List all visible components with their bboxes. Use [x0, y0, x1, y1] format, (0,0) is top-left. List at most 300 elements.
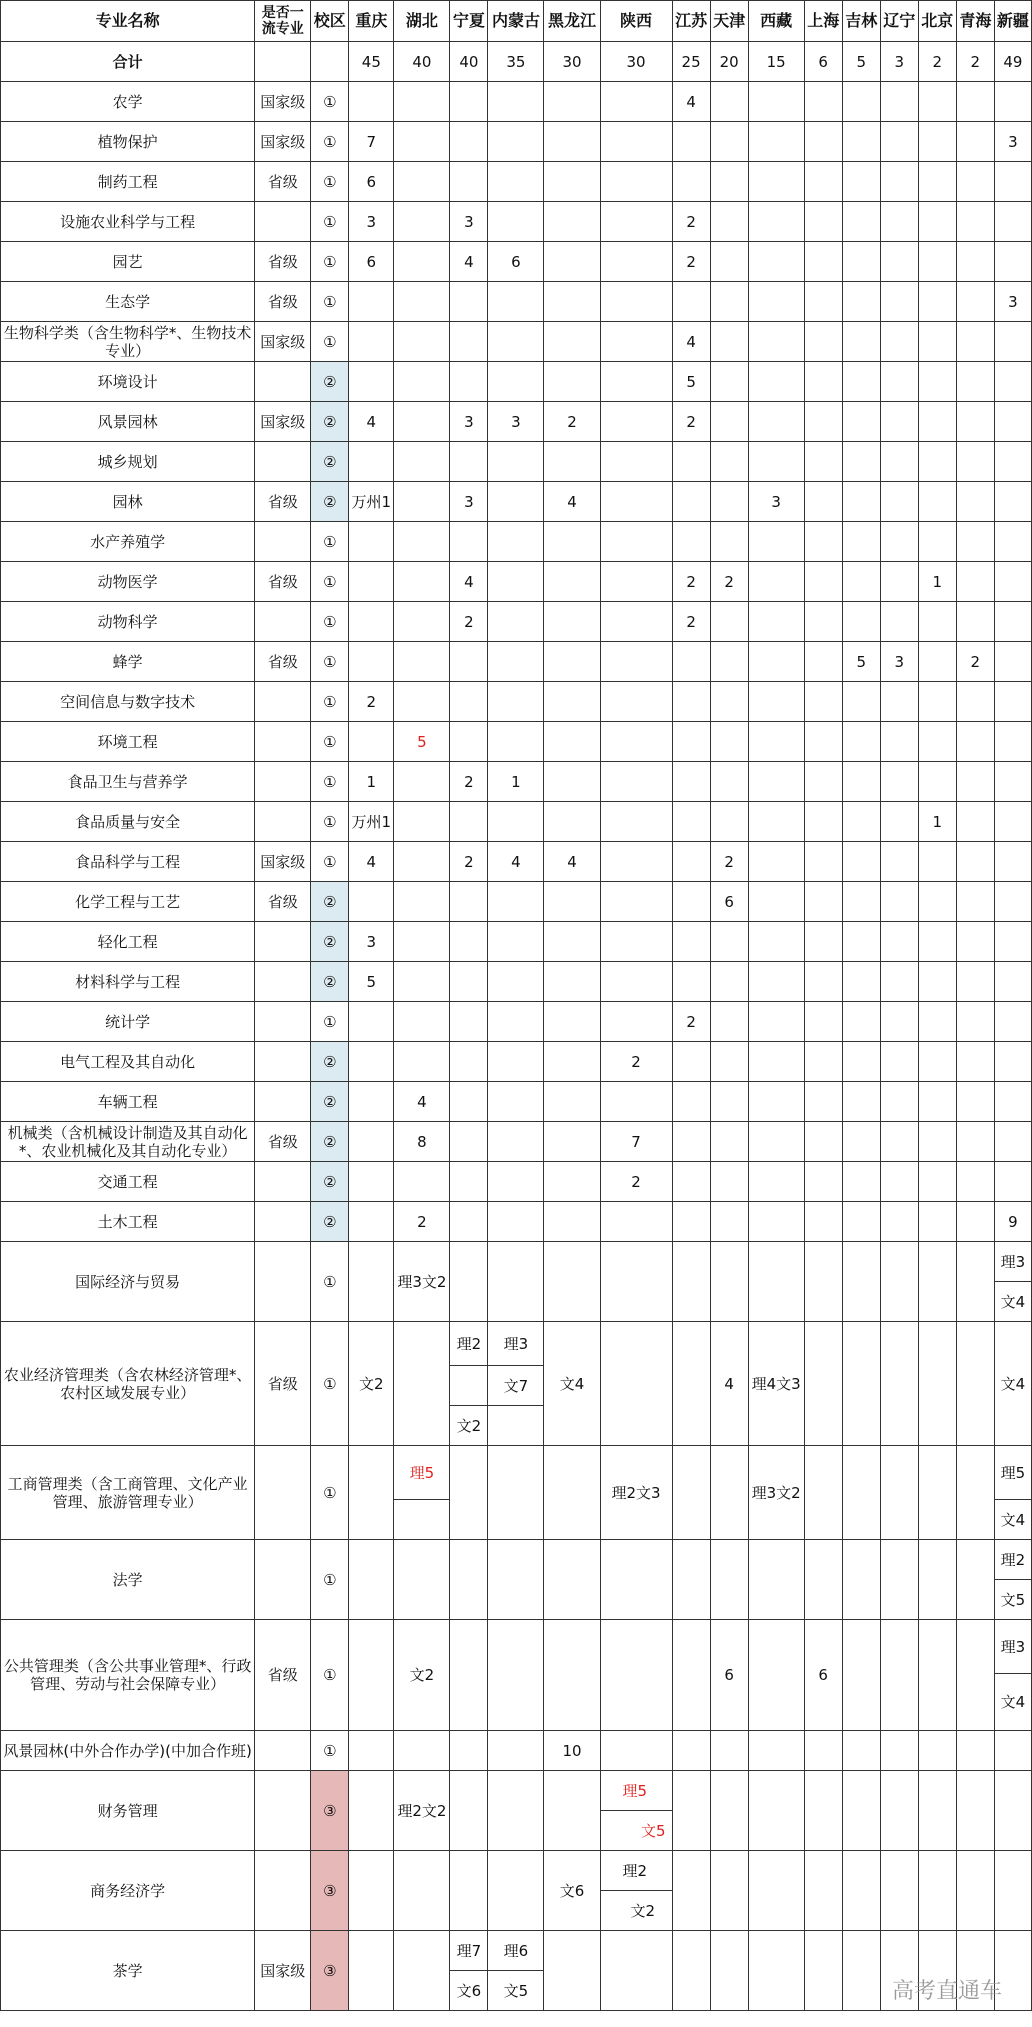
quota-cell — [748, 682, 804, 722]
quota-cell — [804, 202, 842, 242]
quota-cell — [349, 1202, 394, 1242]
quota-cell — [842, 1162, 880, 1202]
quota-cell — [672, 802, 710, 842]
quota-cell — [880, 282, 918, 322]
quota-cell — [956, 362, 994, 402]
quota-cell — [600, 1002, 672, 1042]
cell-heilongjiang: 10 — [544, 1731, 600, 1771]
quota-cell — [842, 1082, 880, 1122]
quota-cell — [918, 162, 956, 202]
quota-cell — [710, 962, 748, 1002]
quota-cell: 5 — [349, 962, 394, 1002]
quota-cell: 2 — [600, 1162, 672, 1202]
quota-cell: 5 — [394, 722, 450, 762]
level-cell: 国家级 — [255, 402, 311, 442]
quota-cell — [544, 1122, 600, 1162]
table-row — [1, 682, 1032, 722]
quota-cell — [956, 1122, 994, 1162]
quota-cell: 2 — [672, 402, 710, 442]
quota-cell — [710, 762, 748, 802]
quota-cell — [600, 922, 672, 962]
quota-cell — [488, 1082, 544, 1122]
quota-cell — [349, 282, 394, 322]
quota-cell — [918, 722, 956, 762]
quota-cell — [880, 362, 918, 402]
quota-cell — [710, 482, 748, 522]
cell-shanghai: 6 — [804, 1620, 842, 1731]
level-cell — [255, 682, 311, 722]
cell-shaanxi: 理5 — [600, 1771, 672, 1811]
quota-cell — [956, 82, 994, 122]
quota-cell — [804, 562, 842, 602]
quota-cell: 2 — [544, 402, 600, 442]
quota-cell — [544, 602, 600, 642]
quota-cell — [804, 282, 842, 322]
quota-cell: 2 — [450, 842, 488, 882]
quota-cell — [349, 1042, 394, 1082]
quota-cell — [600, 682, 672, 722]
quota-cell — [880, 1002, 918, 1042]
quota-cell — [842, 762, 880, 802]
quota-cell — [918, 762, 956, 802]
cell-xinjiang: 文5 — [994, 1580, 1031, 1620]
total-value: 2 — [956, 42, 994, 82]
quota-cell — [842, 362, 880, 402]
total-value: 45 — [349, 42, 394, 82]
row-name: 食品科学与工程 — [1, 842, 255, 882]
quota-cell — [710, 362, 748, 402]
quota-cell — [600, 602, 672, 642]
quota-cell — [394, 82, 450, 122]
quota-cell — [842, 1042, 880, 1082]
campus-cell: ② — [311, 482, 349, 522]
quota-cell — [880, 682, 918, 722]
quota-cell: 3 — [349, 922, 394, 962]
quota-cell — [804, 122, 842, 162]
quota-cell — [748, 602, 804, 642]
quota-cell — [544, 282, 600, 322]
quota-cell: 5 — [842, 642, 880, 682]
quota-cell — [488, 1202, 544, 1242]
quota-cell — [488, 482, 544, 522]
quota-cell — [994, 482, 1031, 522]
quota-cell — [544, 322, 600, 362]
row-name: 轻化工程 — [1, 922, 255, 962]
quota-cell — [880, 962, 918, 1002]
quota-cell — [394, 922, 450, 962]
table-row — [1, 202, 1032, 242]
quota-cell — [394, 362, 450, 402]
quota-cell — [748, 122, 804, 162]
quota-cell: 2 — [450, 602, 488, 642]
quota-cell — [748, 242, 804, 282]
quota-cell: 2 — [672, 1002, 710, 1042]
quota-cell — [710, 1162, 748, 1202]
quota-cell — [918, 482, 956, 522]
level-cell: 省级 — [255, 482, 311, 522]
row-name: 农学 — [1, 82, 255, 122]
quota-cell — [880, 482, 918, 522]
table-row — [1, 482, 1032, 522]
cell-xizang: 理3文2 — [748, 1446, 804, 1540]
quota-cell — [956, 1042, 994, 1082]
quota-cell — [672, 1122, 710, 1162]
cell-hubei: 文2 — [394, 1620, 450, 1731]
level-cell — [255, 1042, 311, 1082]
row-name: 植物保护 — [1, 122, 255, 162]
quota-cell — [488, 922, 544, 962]
table-row — [1, 642, 1032, 682]
quota-cell — [918, 202, 956, 242]
cell-ningxia: 理2 — [450, 1322, 488, 1366]
column-header: 黑龙江 — [544, 1, 600, 42]
quota-cell: 6 — [349, 162, 394, 202]
quota-cell — [842, 1122, 880, 1162]
quota-cell — [880, 442, 918, 482]
total-value: 20 — [710, 42, 748, 82]
quota-cell — [956, 322, 994, 362]
quota-cell — [394, 1002, 450, 1042]
level-cell — [255, 1202, 311, 1242]
quota-cell — [394, 442, 450, 482]
quota-cell — [488, 882, 544, 922]
quota-cell: 3 — [994, 282, 1031, 322]
campus-cell: ① — [311, 1002, 349, 1042]
quota-cell — [748, 282, 804, 322]
level-cell — [255, 442, 311, 482]
quota-cell — [710, 122, 748, 162]
level-cell: 国家级 — [255, 322, 311, 362]
quota-cell — [842, 282, 880, 322]
quota-cell — [394, 162, 450, 202]
quota-cell — [394, 322, 450, 362]
table-row — [1, 122, 1032, 162]
quota-cell: 1 — [349, 762, 394, 802]
cell-shaanxi: 理2文3 — [600, 1446, 672, 1540]
quota-cell — [956, 162, 994, 202]
column-header: 吉林 — [842, 1, 880, 42]
total-value: 49 — [994, 42, 1031, 82]
row-name: 食品质量与安全 — [1, 802, 255, 842]
row-name: 财务管理 — [1, 1771, 255, 1851]
row-name: 农业经济管理类（含农林经济管理*、农村区域发展专业） — [1, 1322, 255, 1446]
level-cell — [255, 722, 311, 762]
campus-cell: ① — [311, 242, 349, 282]
campus-cell: ① — [311, 1540, 349, 1620]
quota-cell — [600, 442, 672, 482]
quota-cell — [349, 1122, 394, 1162]
quota-cell: 1 — [488, 762, 544, 802]
level-cell — [255, 362, 311, 402]
quota-cell — [918, 282, 956, 322]
row-name: 动物科学 — [1, 602, 255, 642]
quota-cell — [710, 82, 748, 122]
quota-cell — [450, 922, 488, 962]
cell-xinjiang: 文4 — [994, 1500, 1031, 1540]
cell-heilongjiang: 文6 — [544, 1851, 600, 1931]
row-name: 园艺 — [1, 242, 255, 282]
campus-cell: ① — [311, 1322, 349, 1446]
quota-cell — [710, 722, 748, 762]
table-row — [1, 522, 1032, 562]
quota-cell: 3 — [450, 202, 488, 242]
quota-cell — [450, 1162, 488, 1202]
quota-cell: 7 — [600, 1122, 672, 1162]
quota-cell — [600, 522, 672, 562]
quota-cell — [748, 962, 804, 1002]
header-row — [1, 1, 1032, 42]
quota-cell — [994, 882, 1031, 922]
quota-cell — [394, 842, 450, 882]
column-header: 湖北 — [394, 1, 450, 42]
quota-cell — [918, 882, 956, 922]
table-row — [1, 1202, 1032, 1242]
row-name: 电气工程及其自动化 — [1, 1042, 255, 1082]
column-header: 西藏 — [748, 1, 804, 42]
quota-cell — [450, 82, 488, 122]
row-name: 空间信息与数字技术 — [1, 682, 255, 722]
quota-cell — [394, 802, 450, 842]
quota-cell — [804, 162, 842, 202]
campus-cell: ② — [311, 922, 349, 962]
campus-cell: ② — [311, 882, 349, 922]
table-row — [1, 322, 1032, 362]
quota-cell — [880, 882, 918, 922]
quota-cell — [349, 1082, 394, 1122]
quota-cell — [918, 962, 956, 1002]
watermark: 高考直通车 — [891, 1979, 1002, 2004]
quota-cell — [842, 202, 880, 242]
total-row — [1, 42, 1032, 82]
row-name: 法学 — [1, 1540, 255, 1620]
quota-cell — [488, 162, 544, 202]
quota-cell — [672, 962, 710, 1002]
quota-cell — [748, 1202, 804, 1242]
quota-cell — [544, 1202, 600, 1242]
quota-cell: 1 — [918, 802, 956, 842]
level-cell: 省级 — [255, 1620, 311, 1731]
row-name: 园林 — [1, 482, 255, 522]
level-cell: 省级 — [255, 1122, 311, 1162]
quota-cell — [956, 1002, 994, 1042]
quota-cell: 4 — [394, 1082, 450, 1122]
level-cell: 国家级 — [255, 1931, 311, 2011]
quota-cell — [880, 762, 918, 802]
quota-cell — [544, 722, 600, 762]
campus-cell: ① — [311, 1731, 349, 1771]
table-row — [1, 442, 1032, 482]
quota-cell — [488, 562, 544, 602]
quota-cell: 4 — [544, 482, 600, 522]
quota-cell — [918, 842, 956, 882]
cell-neimenggu: 理3 — [488, 1322, 544, 1366]
quota-cell — [600, 562, 672, 602]
quota-cell — [748, 162, 804, 202]
quota-cell — [450, 122, 488, 162]
quota-cell — [880, 202, 918, 242]
cell-shaanxi: 文2 — [600, 1891, 672, 1931]
campus-cell: ① — [311, 162, 349, 202]
quota-cell: 万州1 — [349, 482, 394, 522]
quota-cell — [804, 1162, 842, 1202]
quota-cell — [600, 482, 672, 522]
campus-cell: ② — [311, 402, 349, 442]
campus-cell: ③ — [311, 1931, 349, 2011]
level-cell — [255, 922, 311, 962]
campus-cell: ① — [311, 282, 349, 322]
quota-cell — [804, 1202, 842, 1242]
quota-cell — [918, 242, 956, 282]
quota-cell — [349, 882, 394, 922]
campus-cell: ① — [311, 842, 349, 882]
level-cell: 省级 — [255, 242, 311, 282]
quota-cell: 2 — [710, 842, 748, 882]
row-name: 蜂学 — [1, 642, 255, 682]
quota-cell — [880, 922, 918, 962]
row-name: 茶学 — [1, 1931, 255, 2011]
quota-cell — [710, 202, 748, 242]
quota-cell — [710, 602, 748, 642]
quota-cell: 3 — [994, 122, 1031, 162]
cell-hubei: 理5 — [394, 1446, 450, 1500]
quota-cell — [918, 1082, 956, 1122]
quota-cell — [804, 242, 842, 282]
quota-cell — [710, 322, 748, 362]
quota-cell — [544, 1042, 600, 1082]
quota-cell — [956, 202, 994, 242]
level-cell — [255, 962, 311, 1002]
quota-cell — [600, 722, 672, 762]
quota-cell — [544, 682, 600, 722]
quota-cell — [488, 202, 544, 242]
quota-cell — [672, 1082, 710, 1122]
quota-cell — [672, 442, 710, 482]
quota-cell — [544, 82, 600, 122]
row-name: 土木工程 — [1, 1202, 255, 1242]
quota-cell: 2 — [349, 682, 394, 722]
cell-neimenggu: 文5 — [488, 1971, 544, 2011]
quota-cell — [994, 802, 1031, 842]
quota-cell — [488, 602, 544, 642]
quota-cell — [748, 202, 804, 242]
quota-cell — [394, 242, 450, 282]
quota-cell — [804, 642, 842, 682]
quota-cell — [710, 1082, 748, 1122]
quota-cell — [956, 882, 994, 922]
quota-cell — [544, 642, 600, 682]
level-cell: 省级 — [255, 282, 311, 322]
table-row — [1, 602, 1032, 642]
quota-cell — [710, 1042, 748, 1082]
quota-cell — [710, 642, 748, 682]
quota-cell — [394, 1162, 450, 1202]
quota-cell — [394, 522, 450, 562]
campus-cell: ① — [311, 722, 349, 762]
quota-cell — [956, 402, 994, 442]
cell-xinjiang: 理3 — [994, 1242, 1031, 1282]
column-header: 青海 — [956, 1, 994, 42]
quota-cell — [994, 442, 1031, 482]
quota-cell — [994, 1162, 1031, 1202]
quota-cell — [544, 882, 600, 922]
quota-cell — [748, 402, 804, 442]
quota-cell — [672, 642, 710, 682]
table-row — [1, 1122, 1032, 1162]
quota-cell — [880, 322, 918, 362]
quota-cell — [672, 162, 710, 202]
campus-cell: ① — [311, 642, 349, 682]
quota-cell — [956, 1162, 994, 1202]
campus-cell: ① — [311, 802, 349, 842]
quota-cell — [918, 82, 956, 122]
level-cell: 国家级 — [255, 122, 311, 162]
quota-cell — [918, 442, 956, 482]
table-row — [1, 722, 1032, 762]
quota-cell — [394, 562, 450, 602]
quota-cell — [450, 642, 488, 682]
quota-cell — [672, 522, 710, 562]
quota-cell — [918, 642, 956, 682]
quota-cell — [450, 1042, 488, 1082]
quota-cell — [488, 122, 544, 162]
quota-cell — [394, 202, 450, 242]
column-header: 新疆 — [994, 1, 1031, 42]
total-value: 15 — [748, 42, 804, 82]
row-name: 商务经济学 — [1, 1851, 255, 1931]
quota-cell — [748, 1042, 804, 1082]
quota-cell — [488, 1002, 544, 1042]
quota-cell: 2 — [672, 202, 710, 242]
cell-shaanxi: 理2 — [600, 1851, 672, 1891]
quota-cell: 3 — [748, 482, 804, 522]
quota-cell — [994, 362, 1031, 402]
quota-cell — [544, 242, 600, 282]
quota-cell — [842, 1202, 880, 1242]
quota-cell: 3 — [450, 482, 488, 522]
quota-cell — [918, 1002, 956, 1042]
quota-cell — [600, 642, 672, 682]
cell-xinjiang: 理5 — [994, 1446, 1031, 1500]
campus-cell: ③ — [311, 1851, 349, 1931]
column-header: 是否一流专业 — [255, 1, 311, 42]
total-value: 30 — [600, 42, 672, 82]
quota-cell — [918, 1122, 956, 1162]
level-cell: 省级 — [255, 1322, 311, 1446]
quota-cell — [600, 82, 672, 122]
quota-cell — [710, 1202, 748, 1242]
quota-cell — [748, 1122, 804, 1162]
quota-cell — [450, 162, 488, 202]
quota-cell — [918, 362, 956, 402]
quota-cell: 2 — [710, 562, 748, 602]
quota-cell — [880, 602, 918, 642]
quota-cell — [748, 1162, 804, 1202]
table-row — [1, 82, 1032, 122]
quota-cell — [880, 402, 918, 442]
row-name: 车辆工程 — [1, 1082, 255, 1122]
row-name: 交通工程 — [1, 1162, 255, 1202]
column-header: 北京 — [918, 1, 956, 42]
quota-cell: 4 — [349, 842, 394, 882]
quota-cell — [748, 922, 804, 962]
quota-cell — [544, 362, 600, 402]
quota-cell: 2 — [450, 762, 488, 802]
column-header: 内蒙古 — [488, 1, 544, 42]
quota-cell — [994, 1002, 1031, 1042]
cell-heilongjiang: 文4 — [544, 1322, 600, 1446]
level-cell: 省级 — [255, 882, 311, 922]
quota-cell — [710, 162, 748, 202]
